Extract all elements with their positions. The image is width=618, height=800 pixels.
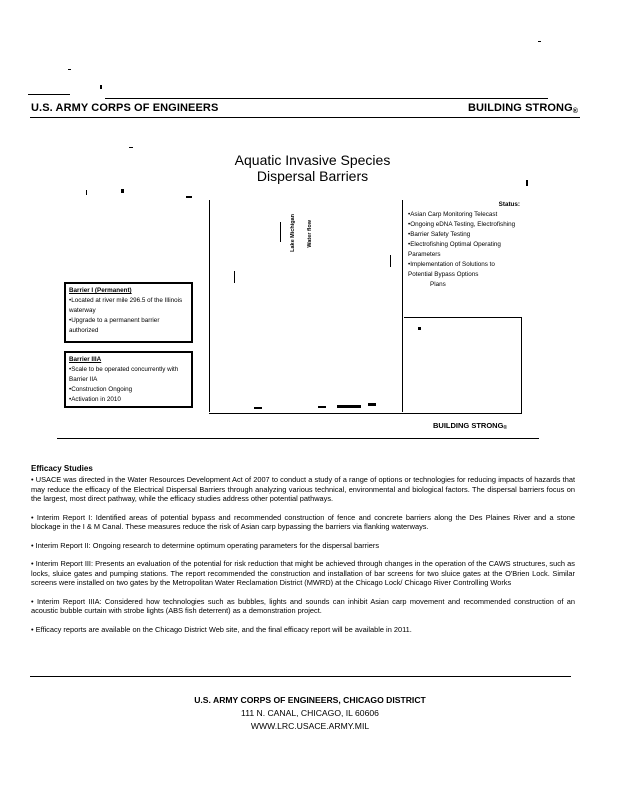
- header-agency: U.S. ARMY CORPS OF ENGINEERS: [31, 102, 219, 114]
- scan-speck: [538, 41, 541, 42]
- efficacy-paragraph: • Efficacy reports are available on the Chicago District Web site, and the final efficacy report will be available in 2011.: [31, 624, 412, 634]
- barrier-1-heading: Barrier I (Permanent): [69, 287, 132, 294]
- barrier-1-item: •Located at river mile 296.5 of the Illinois waterway: [69, 297, 183, 314]
- footer-website[interactable]: WWW.LRC.USACE.ARMY.MIL: [250, 721, 370, 731]
- footer-rule: [30, 676, 571, 677]
- figure-building-strong: [433, 421, 507, 431]
- barrier-1-item: •Upgrade to a permanent barrier authorized: [69, 317, 160, 334]
- figure-building-strong-mark: ®: [503, 425, 508, 431]
- efficacy-heading: Efficacy Studies: [31, 464, 93, 473]
- map-label-vertical: Lake Michigan: [290, 214, 296, 252]
- figure-bottom-rule: [209, 413, 522, 414]
- footer-address: 111 N. CANAL, CHICAGO, IL 60606: [241, 708, 379, 718]
- map-marker: [234, 271, 235, 283]
- efficacy-paragraph: • Interim Report I: Identified areas of potential bypass and recommended construction of fence and concrete barriers along the Des Plaines River and a stone blockage in the I & M Canal. These measures reduce the risk of Asian carp bypassing the barriers via flanking waterways.: [31, 512, 575, 531]
- footer: [60, 694, 560, 733]
- map-left-border: [209, 200, 210, 412]
- efficacy-paragraph: • Interim Report III: Presents an evaluation of the potential for risk reduction that might be achieved through changes in the operation of the CAWS structures, such as locks, sluice gates and pumping stations. The report recommended the construction and installation of bar screens for two sluice gates at the O'Brien Lock. Similar screens were installed on two gates by the Metropolitan Water Reclamation District (MWRD) at the Chicago Lock/ Chicago River Controlling Works: [31, 559, 575, 587]
- map-scale-bar: [254, 407, 262, 409]
- header-slogan-text: BUILDING STRONG: [467, 102, 573, 114]
- scan-speck: [121, 189, 124, 193]
- status-heading: Status:: [498, 201, 520, 208]
- figure-building-strong-text: BUILDING STRONG: [433, 421, 504, 430]
- scan-speck: [86, 190, 87, 195]
- map-scale-bar: [318, 406, 326, 408]
- inset-box-right: [521, 317, 522, 414]
- scan-speck: [526, 180, 528, 186]
- scan-speck: [186, 196, 192, 198]
- scan-speck: [129, 147, 133, 148]
- header-slogan: [468, 102, 578, 115]
- scan-speck: [100, 85, 102, 89]
- map-marker: [390, 255, 391, 267]
- status-item: •Ongoing eDNA Testing, Electrofishing: [408, 221, 516, 228]
- header-slogan-mark: ®: [572, 108, 578, 115]
- map-label-vertical: Water flow: [307, 220, 313, 248]
- map-right-border: [402, 200, 403, 412]
- barrier-3a-box: [64, 351, 193, 408]
- barrier-3a-item: •Activation in 2010: [69, 396, 121, 403]
- efficacy-paragraph: • Interim Report II: Ongoing research to determine optimum operating parameters for the dispersal barriers: [31, 540, 380, 550]
- barrier-1-box: [64, 282, 193, 343]
- inset-box-top: [404, 317, 522, 318]
- map-marker: [280, 222, 281, 242]
- inset-marker: [418, 327, 421, 330]
- scan-speck: [68, 69, 71, 70]
- header-short-rule: [28, 94, 70, 95]
- barrier-3a-item: •Construction Ongoing: [69, 386, 133, 393]
- efficacy-paragraph: • Interim Report IIIA: Considered how technologies such as bubbles, lights and sounds can inhibit Asian carp movement and recommended construction of an acoustic bubble curtain with strobe lights (ABS fish deterrent) as a demonstration project.: [31, 596, 575, 615]
- map-scale-bar: [368, 403, 376, 406]
- header-bottom-rule: [30, 117, 580, 118]
- efficacy-paragraph: • USACE was directed in the Water Resources Development Act of 2007 to conduct a study of a range of options or technologies for reducing impacts of hazards that may reduce the efficacy of the Electrical Dispersal Barriers through analyzing various technical, environmental and biological factors. The dispersal barriers focus on the largest, most direct pathway, while the efficacy studies address other potential pathways.: [31, 475, 575, 503]
- figure-title-line2: Dispersal Barriers: [256, 168, 369, 184]
- status-item: •Asian Carp Monitoring Telecast: [408, 211, 498, 218]
- status-more: Plans: [430, 281, 446, 288]
- status-item: •Implementation of Solutions to Potential Bypass Options: [408, 261, 495, 278]
- status-item: •Barrier Safety Testing: [408, 231, 471, 238]
- status-sidebar: [408, 200, 520, 290]
- map-scale-bar: [337, 405, 361, 408]
- figure-caption-rule: [57, 438, 539, 439]
- efficacy-body: [31, 475, 575, 643]
- barrier-3a-heading: Barrier IIIA: [69, 356, 102, 363]
- figure-title: [190, 152, 435, 184]
- header-top-rule: [105, 98, 548, 99]
- barrier-3a-item: •Scale to be operated concurrently with Barrier IIA: [69, 366, 179, 383]
- footer-district: U.S. ARMY CORPS OF ENGINEERS, CHICAGO DISTRICT: [194, 695, 426, 705]
- figure-title-line1: Aquatic Invasive Species: [234, 152, 391, 168]
- status-item: •Electrofishing Optimal Operating Parameters: [408, 241, 501, 258]
